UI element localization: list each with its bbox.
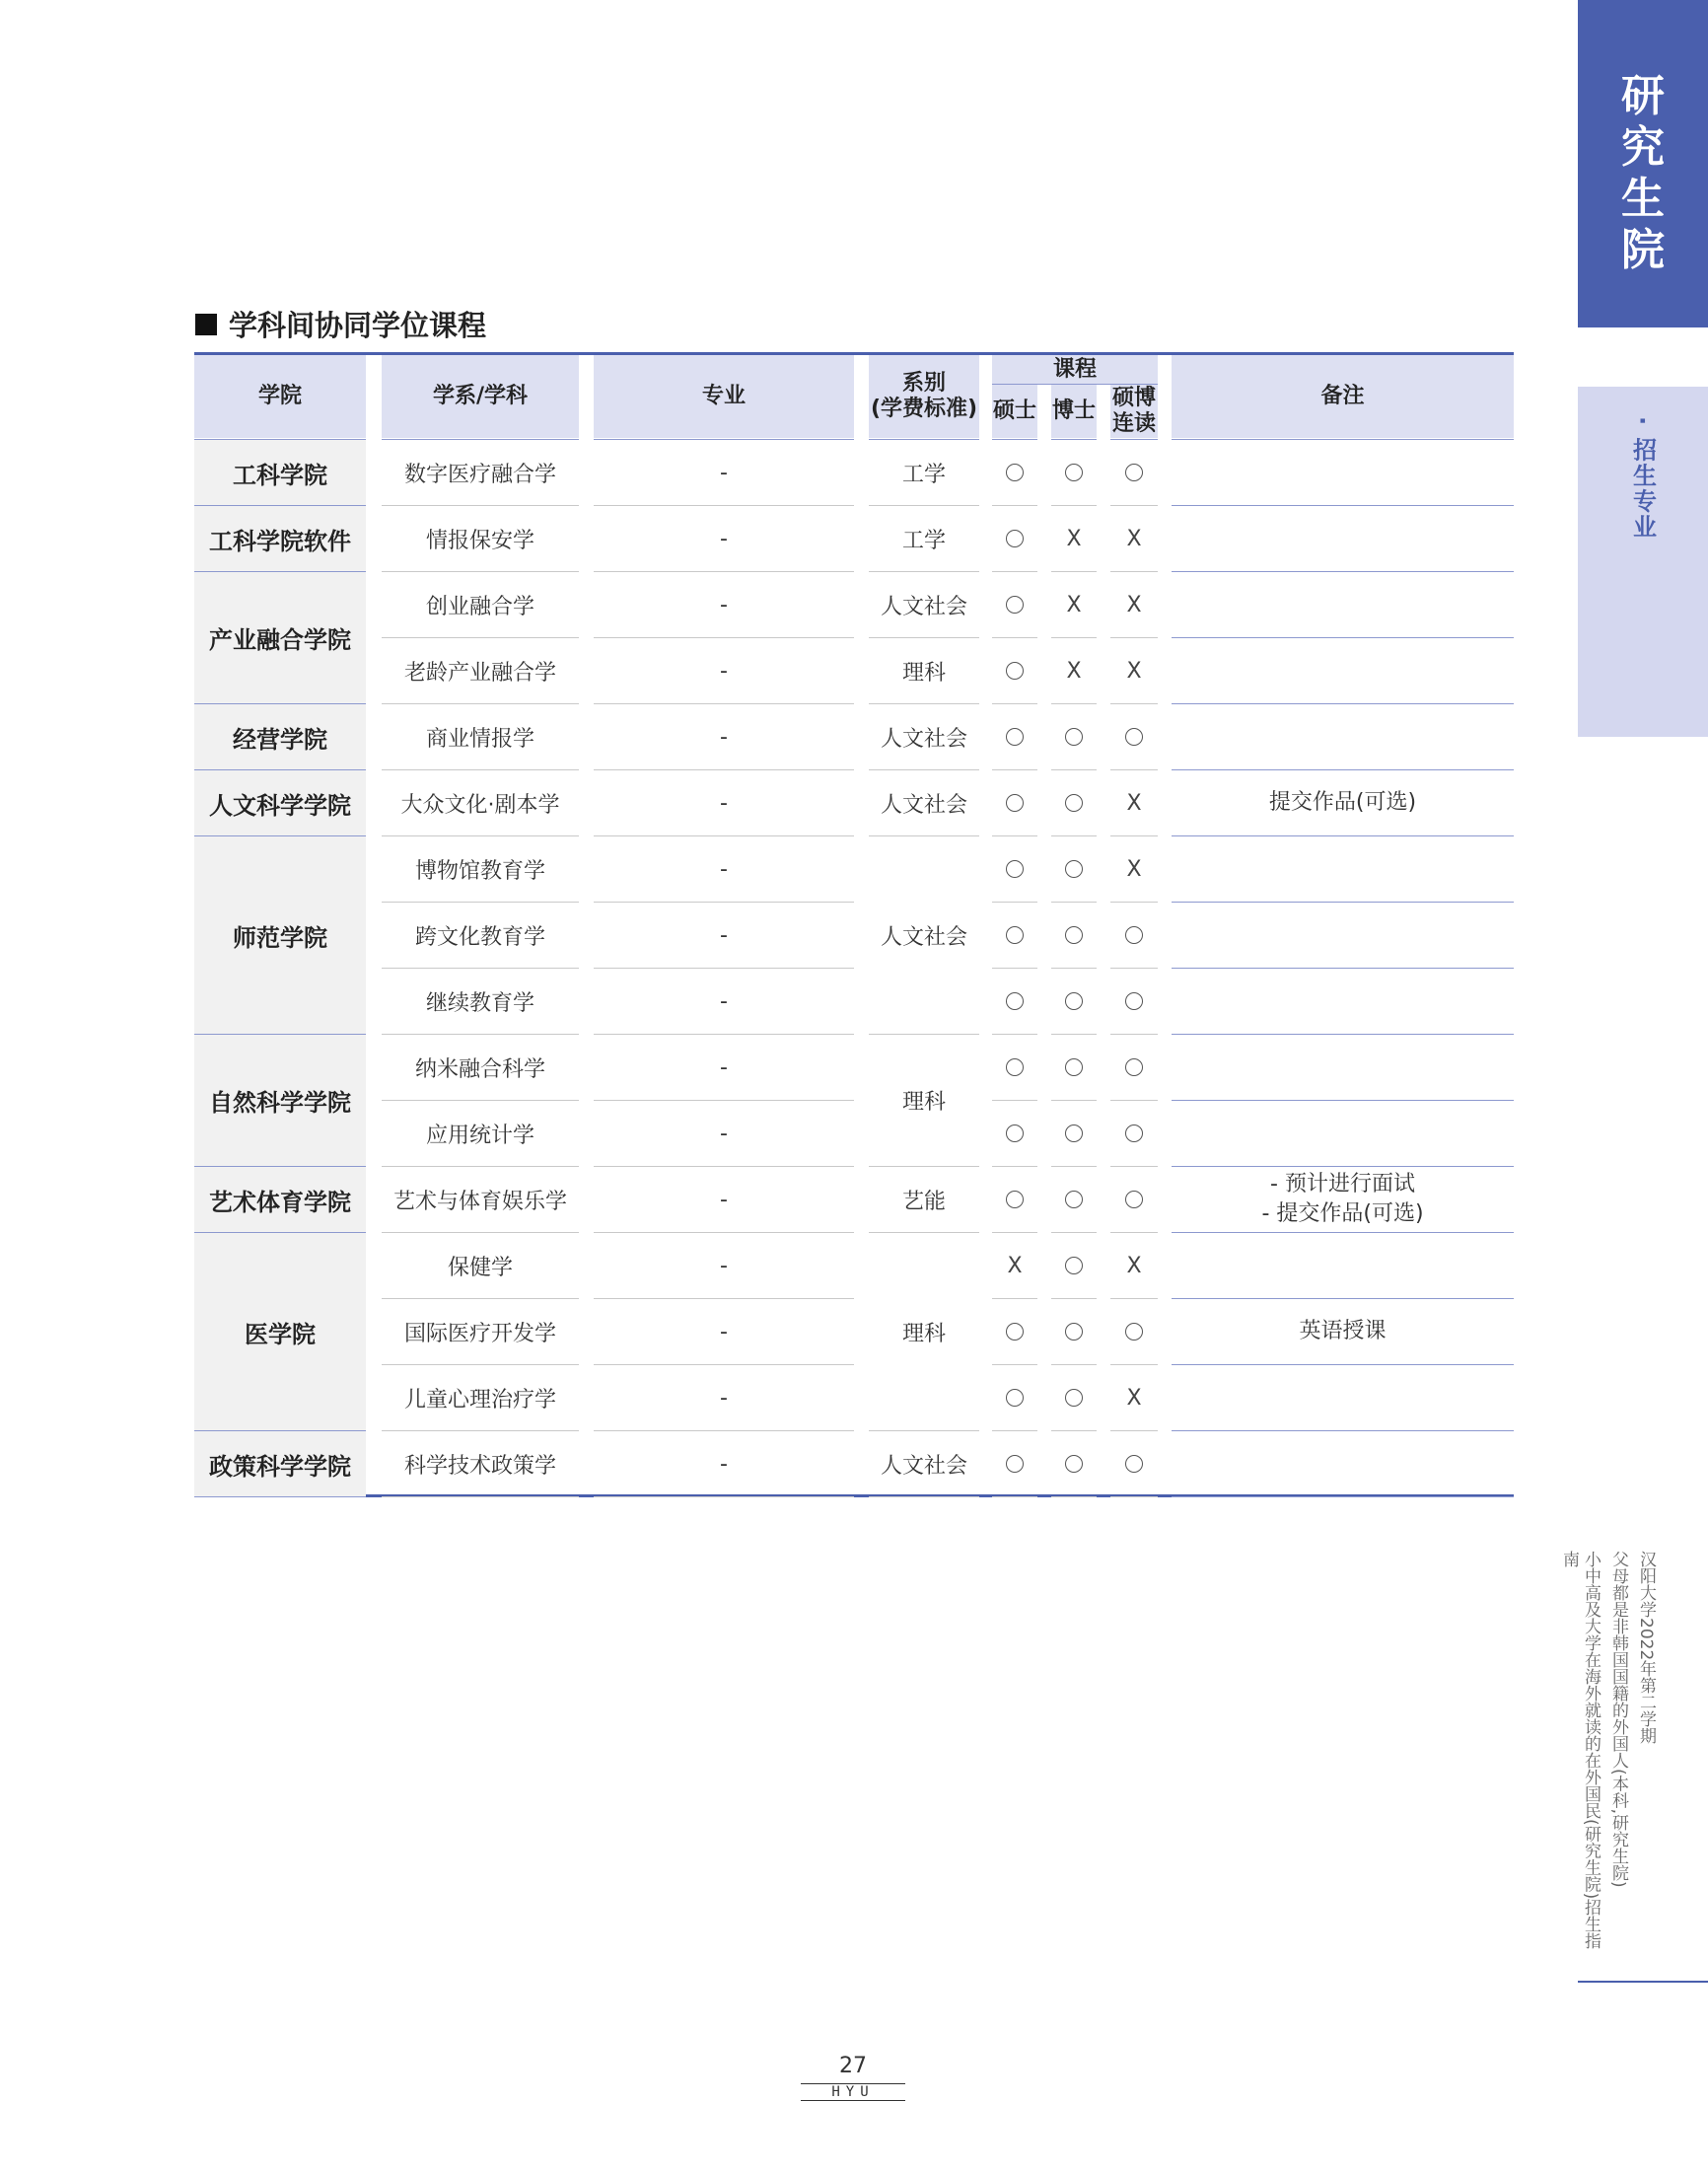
side-tab-graduate-school [1578, 0, 1708, 327]
integrated-cell [1110, 1101, 1158, 1166]
college-cell: 工科学院 [194, 440, 366, 505]
doctor-cell [1051, 440, 1097, 505]
department-cell: 跨文化教育学 [414, 924, 545, 950]
master-cell [992, 1101, 1037, 1166]
series-cell: 理科 [901, 1321, 946, 1346]
doctor-x-mark: X [1066, 526, 1082, 551]
remark-cell [1172, 1431, 1514, 1496]
department-cell: 儿童心理治疗学 [403, 1387, 556, 1413]
row-divider [1172, 1496, 1514, 1497]
integrated-cell [1110, 1035, 1158, 1100]
department-cell: 国际医疗开发学 [403, 1321, 556, 1346]
master-cell [992, 1431, 1037, 1496]
master-circle-icon [1006, 530, 1024, 547]
doctor-cell [1051, 638, 1097, 703]
major-cell: - [720, 526, 728, 551]
header-series [869, 355, 979, 438]
doctor-circle-icon [1065, 464, 1083, 481]
header-doctor [1051, 385, 1097, 438]
side-tab-char: 究 [1621, 122, 1665, 173]
header-series-line1: 系别 [901, 371, 946, 396]
integrated-x-mark: X [1126, 658, 1142, 684]
row-divider [382, 1496, 579, 1497]
remark-cell [1172, 1365, 1514, 1430]
doctor-circle-icon [1065, 1323, 1083, 1341]
header-integrated-line2: 连读 [1111, 411, 1156, 436]
major-cell: - [720, 724, 728, 750]
side-tab-label: · 招生专业 [1628, 416, 1657, 541]
doctor-cell [1051, 1431, 1097, 1496]
major-cell: - [720, 1451, 728, 1477]
remark-cell [1172, 1233, 1514, 1298]
remark-cell [1172, 572, 1514, 637]
college-cell: 医学院 [194, 1233, 366, 1430]
department-cell: 数字医疗融合学 [403, 462, 556, 487]
master-cell [992, 770, 1037, 835]
master-circle-icon [1006, 662, 1024, 680]
header-master-text: 硕士 [992, 399, 1036, 423]
remark-cell [1172, 638, 1514, 703]
series-cell: 人文社会 [880, 792, 967, 818]
doctor-circle-icon [1065, 1124, 1083, 1142]
integrated-circle-icon [1125, 926, 1143, 944]
master-circle-icon [1006, 1389, 1024, 1407]
master-circle-icon [1006, 1323, 1024, 1341]
integrated-circle-icon [1125, 992, 1143, 1010]
header-department-text: 学系/学科 [432, 384, 529, 408]
remark-cell [1172, 903, 1514, 968]
department-cell: 大众文化·剧本学 [400, 792, 560, 818]
header-college-text: 学院 [257, 384, 302, 408]
doctor-circle-icon [1065, 926, 1083, 944]
department-cell: 纳米融合科学 [414, 1056, 545, 1082]
department-cell: 商业情报学 [425, 726, 534, 752]
header-remarks [1172, 355, 1514, 438]
doctor-circle-icon [1065, 1191, 1083, 1208]
remark-cell [1172, 506, 1514, 571]
remark-cell [1172, 1035, 1514, 1100]
header-course-text: 课程 [1052, 356, 1097, 382]
department-cell: 老龄产业融合学 [403, 660, 556, 686]
master-cell [992, 704, 1037, 769]
major-cell: - [720, 1253, 728, 1278]
remark-text: - 预计进行面试 [1270, 1172, 1415, 1196]
doctor-cell [1051, 1035, 1097, 1100]
row-divider [869, 1496, 979, 1497]
doctor-cell [1051, 1233, 1097, 1298]
college-cell: 人文科学学院 [194, 770, 366, 835]
integrated-cell [1110, 969, 1158, 1034]
doctor-cell [1051, 836, 1097, 902]
remark-cell [1172, 1167, 1514, 1232]
header-series-line2: (学费标准) [870, 397, 978, 421]
integrated-circle-icon [1125, 1455, 1143, 1473]
master-cell [992, 1167, 1037, 1232]
row-divider [1051, 1496, 1097, 1497]
integrated-cell [1110, 638, 1158, 703]
department-cell: 应用统计学 [425, 1123, 534, 1148]
doctor-cell [1051, 704, 1097, 769]
master-cell [992, 1299, 1037, 1364]
series-cell: 理科 [901, 660, 946, 686]
master-circle-icon [1006, 596, 1024, 614]
integrated-x-mark: X [1126, 790, 1142, 816]
integrated-circle-icon [1125, 1323, 1143, 1341]
header-doctor-text: 博士 [1051, 399, 1096, 423]
remark-text: 英语授课 [1299, 1319, 1387, 1343]
integrated-x-mark: X [1126, 1385, 1142, 1411]
doctor-cell [1051, 1101, 1097, 1166]
series-cell: 人文社会 [880, 924, 967, 950]
department-cell: 创业融合学 [425, 594, 534, 619]
integrated-cell [1110, 704, 1158, 769]
integrated-cell [1110, 1167, 1158, 1232]
master-circle-icon [1006, 926, 1024, 944]
square-bullet-icon [195, 314, 217, 335]
doctor-cell [1051, 1365, 1097, 1430]
series-cell: 人文社会 [880, 594, 967, 619]
doctor-circle-icon [1065, 992, 1083, 1010]
header-remarks-text: 备注 [1320, 384, 1365, 408]
master-cell [992, 1035, 1037, 1100]
integrated-cell [1110, 903, 1158, 968]
major-cell: - [720, 658, 728, 684]
major-cell: - [720, 1054, 728, 1080]
doctor-circle-icon [1065, 794, 1083, 812]
doctor-cell [1051, 1167, 1097, 1232]
series-cell: 工学 [901, 528, 946, 553]
remark-cell [1172, 440, 1514, 505]
master-circle-icon [1006, 860, 1024, 878]
doctor-circle-icon [1065, 1389, 1083, 1407]
integrated-circle-icon [1125, 1124, 1143, 1142]
major-cell: - [720, 1187, 728, 1212]
integrated-x-mark: X [1126, 526, 1142, 551]
doctor-cell [1051, 506, 1097, 571]
series-cell: 人文社会 [880, 1453, 967, 1479]
college-cell: 自然科学学院 [194, 1035, 366, 1166]
doctor-cell [1051, 969, 1097, 1034]
side-tab-char: 院 [1621, 225, 1665, 275]
integrated-x-mark: X [1126, 592, 1142, 617]
master-x-mark: X [1007, 1253, 1023, 1278]
doctor-circle-icon [1065, 860, 1083, 878]
integrated-cell [1110, 770, 1158, 835]
department-cell: 科学技术政策学 [403, 1453, 556, 1479]
major-cell: - [720, 988, 728, 1014]
master-circle-icon [1006, 1455, 1024, 1473]
integrated-circle-icon [1125, 728, 1143, 746]
master-circle-icon [1006, 794, 1024, 812]
college-cell: 工科学院软件 [194, 506, 366, 571]
remark-cell [1172, 704, 1514, 769]
master-circle-icon [1006, 992, 1024, 1010]
header-department [382, 355, 579, 438]
integrated-cell [1110, 572, 1158, 637]
series-cell: 人文社会 [880, 726, 967, 752]
remark-cell [1172, 969, 1514, 1034]
integrated-cell [1110, 1365, 1158, 1430]
master-circle-icon [1006, 1058, 1024, 1076]
section-title [195, 304, 486, 344]
college-cell: 产业融合学院 [194, 572, 366, 703]
college-cell: 师范学院 [194, 836, 366, 1034]
college-cell: 经营学院 [194, 704, 366, 769]
series-cell: 艺能 [901, 1189, 946, 1214]
department-cell: 艺术与体育娱乐学 [392, 1189, 567, 1214]
integrated-circle-icon [1125, 1191, 1143, 1208]
integrated-cell [1110, 440, 1158, 505]
doctor-x-mark: X [1066, 658, 1082, 684]
master-cell [992, 903, 1037, 968]
doctor-x-mark: X [1066, 592, 1082, 617]
college-cell: 艺术体育学院 [194, 1167, 366, 1232]
doctor-cell [1051, 572, 1097, 637]
master-circle-icon [1006, 728, 1024, 746]
side-divider [1578, 1981, 1708, 1983]
row-divider [992, 1496, 1037, 1497]
college-cell: 政策科学学院 [194, 1431, 366, 1496]
doctor-cell [1051, 770, 1097, 835]
department-cell: 博物馆教育学 [414, 858, 545, 884]
remark-cell [1172, 1101, 1514, 1166]
header-major-text: 专业 [701, 384, 746, 408]
integrated-x-mark: X [1126, 1253, 1142, 1278]
integrated-circle-icon [1125, 1058, 1143, 1076]
remark-cell [1172, 836, 1514, 902]
major-cell: - [720, 1121, 728, 1146]
master-cell [992, 440, 1037, 505]
row-divider [1110, 1496, 1158, 1497]
row-divider [194, 1496, 366, 1497]
integrated-cell [1110, 1299, 1158, 1364]
series-cell: 工学 [901, 462, 946, 487]
major-cell: - [720, 790, 728, 816]
master-cell [992, 506, 1037, 571]
department-cell: 保健学 [447, 1255, 513, 1280]
major-cell: - [720, 1385, 728, 1411]
header-major [594, 355, 854, 438]
side-footer-line-2: 父母都是非韩国国籍的外国人(本科,研究生院) [1608, 1551, 1628, 1888]
page-number: 27 [839, 2054, 867, 2078]
major-cell: - [720, 460, 728, 485]
side-footer-guide-title [1559, 1551, 1657, 1957]
master-cell [992, 1365, 1037, 1430]
master-circle-icon [1006, 1124, 1024, 1142]
major-cell: - [720, 592, 728, 617]
doctor-circle-icon [1065, 1058, 1083, 1076]
header-integrated [1110, 385, 1158, 438]
master-circle-icon [1006, 1191, 1024, 1208]
department-cell: 继续教育学 [425, 990, 534, 1016]
integrated-circle-icon [1125, 464, 1143, 481]
integrated-cell [1110, 1431, 1158, 1496]
master-cell [992, 638, 1037, 703]
integrated-cell [1110, 836, 1158, 902]
remark-cell [1172, 770, 1514, 835]
major-cell: - [720, 1319, 728, 1344]
remark-cell [1172, 1299, 1514, 1364]
doctor-circle-icon [1065, 1257, 1083, 1274]
remark-text-2: - 提交作品(可选) [1261, 1201, 1424, 1226]
series-cell: 理科 [901, 1090, 946, 1115]
major-cell: - [720, 922, 728, 948]
master-cell [992, 836, 1037, 902]
side-tab-char: 生 [1621, 174, 1665, 224]
side-footer-line-1: 汉阳大学2022年第二学期 [1636, 1551, 1656, 1745]
master-cell [992, 572, 1037, 637]
header-integrated-line1: 硕博 [1111, 386, 1156, 410]
doctor-cell [1051, 903, 1097, 968]
side-tab-admission-majors [1578, 387, 1708, 737]
doctor-circle-icon [1065, 1455, 1083, 1473]
integrated-cell [1110, 506, 1158, 571]
page-brand: HYU [801, 2083, 905, 2101]
department-cell: 情报保安学 [425, 528, 534, 553]
side-footer-line-3: 小中高及大学在海外就读的在外国民(研究生院)招生指南 [1559, 1551, 1601, 1950]
master-cell [992, 1233, 1037, 1298]
section-title-text: 学科间协同学位课程 [229, 309, 487, 342]
master-circle-icon [1006, 464, 1024, 481]
doctor-circle-icon [1065, 728, 1083, 746]
header-college [194, 355, 366, 438]
integrated-cell [1110, 1233, 1158, 1298]
remark-text: 提交作品(可选) [1268, 790, 1417, 815]
header-course [992, 355, 1158, 384]
side-tab-char: 研 [1621, 71, 1665, 121]
master-cell [992, 969, 1037, 1034]
major-cell: - [720, 856, 728, 882]
row-divider [594, 1496, 854, 1497]
integrated-x-mark: X [1126, 856, 1142, 882]
doctor-cell [1051, 1299, 1097, 1364]
header-master [992, 385, 1037, 438]
